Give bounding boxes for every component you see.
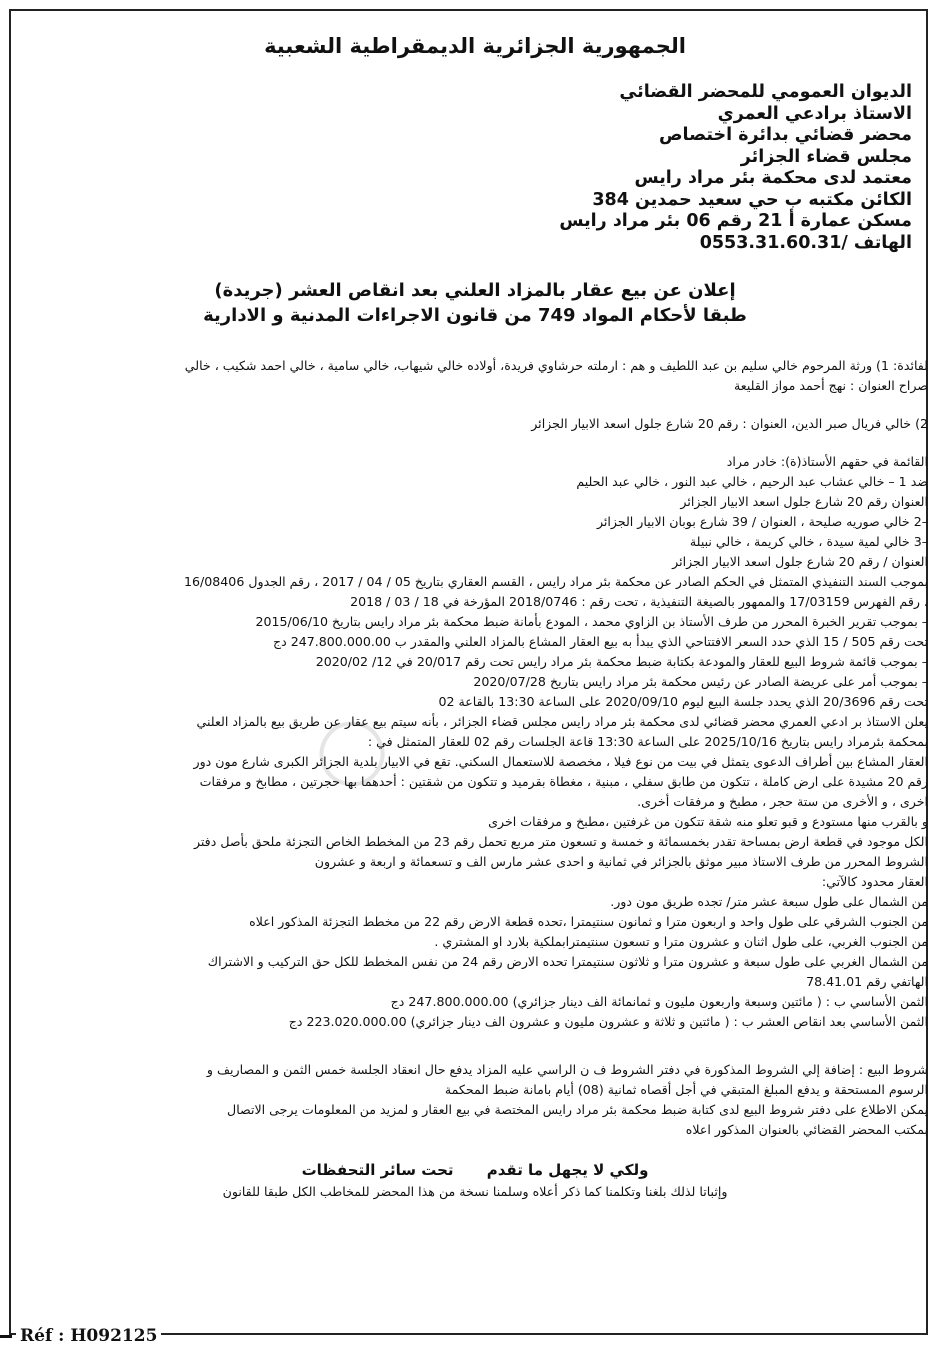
issuer-title: محضر قضائي بدائرة اختصاص bbox=[659, 125, 912, 145]
conditions-line: يمكن الاطلاع على دفتر شروط البيع لدى كتابة ضبط محكمة بئر مراد رايس المختصة في بيع العقار و لمزيد من المعلومات يرجى الاتصال bbox=[227, 1102, 928, 1117]
body-line: تحت رقم 505 / 15 الذي حدد السعر الافتتاحي الذي يبدأ به بيع العقار المشاع بالمزاد العلني والمقدر ب 247.800.000.00 دج bbox=[272, 634, 928, 649]
beneficiary-1-line-1: لفائدة: 1) ورثة المرحوم خالي سليم بن عبد اللطيف و هم : ارملته حرشاوي فريدة، أولاده خالي شيهاب، خالي سامية ، خالي احمد شكيب ، خالي bbox=[184, 358, 928, 373]
conditions-line: شروط البيع : إضافة إلي الشروط المذكورة في دفتر الشروط ف ن الراسي عليه المزاد يدفع حال انعقاد الجلسة خمس الثمن و المصاريف و bbox=[206, 1062, 928, 1077]
body-line: القائمة في حقهم الأستاذ(ة): خادر مراد bbox=[726, 454, 928, 469]
body-line: بموجب السند التنفيذي المتمثل في الحكم الصادر عن محكمة بئر مراد رايس ، القسم العقاري بتاريخ 05 / 04 / 2017 ، رقم الجدول 16/08406 bbox=[184, 574, 928, 589]
body-line: –2 خالي صوريه صليحة ، العنوان / 39 شارع بوبان الابيار الجزائر bbox=[596, 514, 928, 529]
notice-title-line-1: إعلان عن بيع عقار بالمزاد العلني بعد انقاص العشر (جريدة) bbox=[214, 280, 736, 301]
body-line: العقار المشاع بين أطراف الدعوى يتمثل في بيت من نوع فيلا ، مخصصة للاستعمال السكني. تقع في الابيار بلدية الجزائر الكبرى شارع مون دور bbox=[193, 754, 928, 769]
closing-formula bbox=[22, 1158, 928, 1182]
body-line: ، رقم الفهرس 17/03159 والممهور بالصيغة التنفيذية ، تحت رقم : 2018/0746 المؤرخة في 18 / 03 / 2018 bbox=[350, 594, 928, 609]
body-line: يعلن الاستاذ بر ادعي العمري محضر قضائي لدى محكمة بئر مراد رايس مجلس قضاء الجزائر ، بأنه سيتم بيع عقار عن طريق بيع بالمزاد العلني bbox=[196, 714, 928, 729]
issuer-phone: الهاتف /0553.31.60.31 bbox=[699, 232, 912, 253]
reference-footer bbox=[0, 1324, 161, 1348]
parties-section bbox=[22, 452, 928, 1032]
body-line: من الجنوب الغربي، على طول اثنان و عشرون مترا و تسعون سنتيمترابملكية بلارد او المشتري . bbox=[434, 934, 928, 949]
body-line: اخرى ، و الأخرى من ستة حجر ، مطبخ و مرفقات أخرى. bbox=[637, 794, 928, 809]
beneficiaries-section bbox=[22, 356, 928, 396]
republic-heading: الجمهورية الجزائرية الديمقراطية الشعبية bbox=[264, 34, 686, 58]
beneficiary-2: 2) خالي فريال صبر الدين، العنوان : رقم 20 شارع جلول اسعد الابيار الجزائر bbox=[531, 416, 928, 431]
issuer-address-2: مسكن عمارة أ 21 رقم 06 بئر مراد رايس bbox=[559, 211, 912, 231]
closing-right: تحت سائر التحفظات bbox=[301, 1161, 454, 1179]
publisher-watermark: ◯ bbox=[301, 700, 399, 800]
body-line: رقم 20 مشيدة على ارض كاملة ، تتكون من طابق سفلي ، مبنية ، مغطاة بقرميد و تتكون من شقتين : أحدهما بها حجرتين ، مطابخ و مرفقات bbox=[199, 774, 928, 789]
body-line: بمحكمة بئرمراد رايس بتاريخ 2025/10/16 على الساعة 13:30 قاعة الجلسات رقم 02 للعقار المتمثل في : bbox=[367, 734, 928, 749]
conditions-line: الرسوم المستحقة و يدفع المبلغ المتبقي في أجل أقصاه ثمانية (08) أيام بامانة ضبط المحكمة bbox=[444, 1082, 928, 1097]
sale-conditions bbox=[22, 1060, 928, 1140]
reference-dash bbox=[0, 1335, 12, 1338]
body-line: من الجنوب الشرقي على طول واحد و اربعون مترا و ثمانون سنتيمترا ،تحده قطعة الارض رقم 22 من مخطط التجزئة المذكور اعلاه bbox=[249, 914, 928, 929]
reference-code: Réf : H092125 bbox=[16, 1326, 161, 1346]
beneficiary-1-line-2: صراح العنوان : نهج أحمد مواز القليعة bbox=[734, 378, 928, 393]
body-line: تحت رقم 20/3696 الذي يحدد جلسة البيع ليوم 2020/09/10 على الساعة 13:30 بالقاعة 02 bbox=[438, 694, 928, 709]
body-line: ضد 1 – خالي عشاب عبد الرحيم ، خالي عبد النور ، خالي عبد الحليم bbox=[576, 474, 928, 489]
body-line: –3 خالي لمية سيدة ، خالي كريمة ، خالي نبيلة bbox=[689, 534, 928, 549]
body-line: من الشمال الغربي على طول سبعة و عشرون مترا و ثلاثون سنتيمترا تحده الارض رقم 24 من نفس المخطط للكل حق التركيب و الاشتراك bbox=[207, 954, 928, 969]
document-body bbox=[22, 28, 928, 1202]
base-price: الثمن الأساسي ب : ( مائتين وسبعة واربعون مليون و ثمانمائة الف دينار جزائري) 247.800.000.00 دج bbox=[390, 994, 928, 1009]
body-line: الكل موجود في قطعة ارض بمساحة تقدر بخمسمائة و خمسة و تسعون متر مربع تحمل رقم 23 من المخطط الخاص التجزئة ملحق بأصل دفتر bbox=[193, 834, 928, 849]
body-line: و بالقرب منها مستودع و قبو تعلو منه شقة تتكون من غرفتين ،مطبخ و مرفقات اخرى bbox=[488, 814, 928, 829]
body-line: الهاتفي رقم 78.41.01 bbox=[806, 974, 928, 989]
body-line: الشروط المحرر من طرف الاستاذ مبير موثق بالجزائر في ثمانية و احدى عشر مارس الف و تسعمائة و اربعة و عشرون bbox=[314, 854, 928, 869]
body-line: من الشمال على طول سبعة عشر متر/ تجده طريق مون دور. bbox=[610, 894, 928, 909]
issuer-court: مجلس قضاء الجزائر bbox=[740, 146, 912, 167]
issuer-address-1: الكائن مكتبه ب حي سعيد حمدين 384 bbox=[592, 189, 912, 210]
issuer-name: الاستاذ برادعي العمري bbox=[717, 103, 912, 124]
body-line: العنوان / رقم 20 شارع جلول اسعد الابيار الجزائر bbox=[672, 554, 928, 569]
closing-note: وإثباتا لذلك بلغنا وتكلمنا كما ذكر أعلاه وسلمنا نسخة من هذا المحضر للمخاطب الكل طبقا للقانون bbox=[222, 1184, 728, 1199]
notice-title-line-2: طبقا لأحكام المواد 749 من قانون الاجراءات المدنية و الادارية bbox=[203, 305, 747, 326]
conditions-line: بمكتب المحضر القضائي بالعنوان المذكور اعلاه bbox=[685, 1122, 928, 1137]
reduced-price: الثمن الأساسي بعد انقاص العشر ب : ( مائتين و ثلاثة و عشرون مليون و عشرون الف دينار جزائري) 223.020.000.00 دج bbox=[288, 1014, 928, 1029]
body-line: العنوان رقم 20 شارع جلول اسعد الابيار الجزائر bbox=[680, 494, 928, 509]
issuer-block bbox=[22, 82, 928, 254]
notice-title bbox=[22, 278, 928, 328]
body-line: – بموجب تقرير الخبرة المحرر من طرف الأستاذ بن الزاوي محمد ، المودع بأمانة ضبط محكمة بئر مراد رايس بتاريخ 2015/06/10 bbox=[255, 614, 928, 629]
body-line: – بموجب أمر على عريضة الصادر عن رئيس محكمة بئر مراد رايس بتاريخ 2020/07/28 bbox=[473, 674, 928, 689]
issuer-office: الديوان العمومي للمحضر القضائي bbox=[619, 82, 912, 102]
closing-left: ولكي لا يجهل ما تقدم bbox=[486, 1161, 649, 1179]
body-line: – بموجب قائمة شروط البيع للعقار والمودعة بكتابة ضبط محكمة بئر مراد رايس تحت رقم 20/017 في 12/ 2020/02 bbox=[315, 654, 928, 669]
issuer-accreditation: معتمد لدى محكمة بئر مراد رايس bbox=[634, 168, 912, 188]
body-line: العقار محدود كالآتي: bbox=[821, 874, 928, 889]
